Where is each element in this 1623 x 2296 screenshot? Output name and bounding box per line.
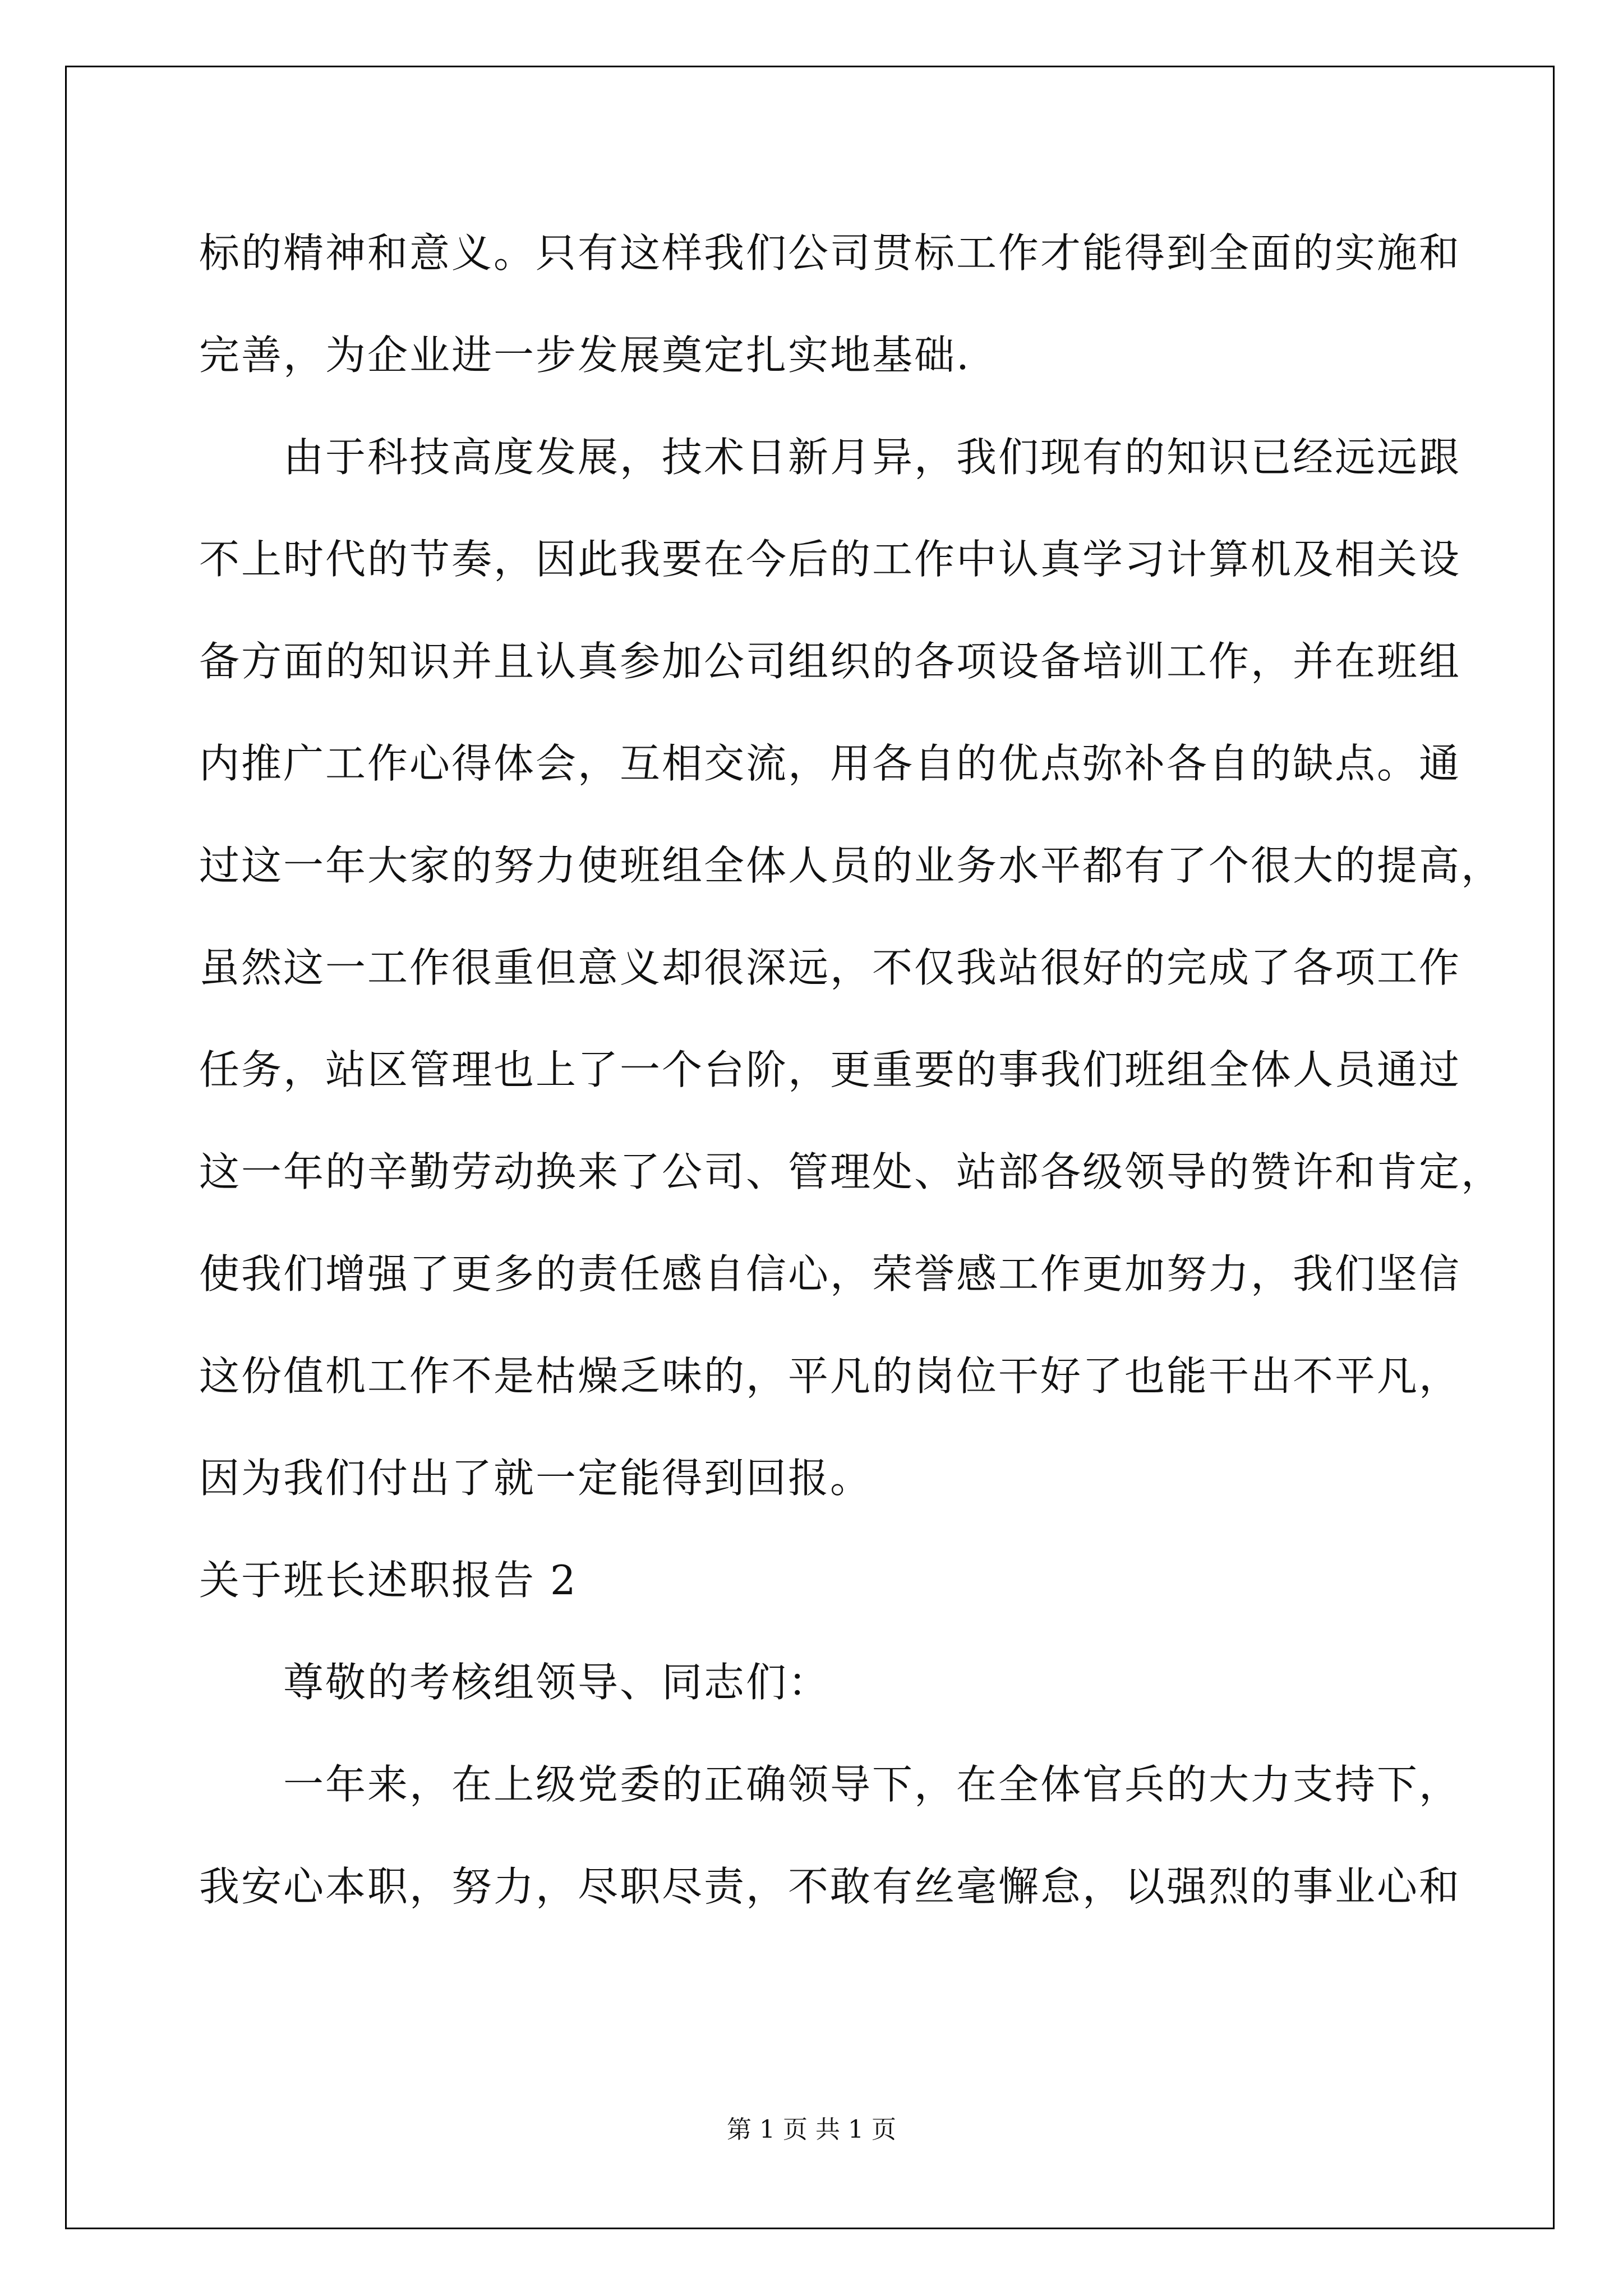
- salutation: 尊敬的考核组领导、同志们：: [283, 1659, 831, 1706]
- section-heading: 关于班长述职报告 2: [199, 1557, 578, 1604]
- paragraph-line: 不上时代的节奏，因此我要在今后的工作中认真学习计算机及相关设: [199, 536, 1461, 583]
- paragraph-line: 标的精神和意义。只有这样我们公司贯标工作才能得到全面的实施和: [199, 229, 1461, 277]
- page-footer: 第 1 页 共 1 页: [727, 2115, 896, 2144]
- paragraph-line: 这一年的辛勤劳动换来了公司、管理处、站部各级领导的赞许和肯定，: [199, 1148, 1504, 1195]
- paragraph-line: 因为我们付出了就一定能得到回报。: [199, 1455, 873, 1502]
- paragraph-line: 一年来，在上级党委的正确领导下，在全体官兵的大力支持下，: [283, 1761, 1461, 1808]
- document-body: [199, 202, 1504, 1938]
- paragraph-line: 虽然这一工作很重但意义却很深远，不仅我站很好的完成了各项工作: [199, 944, 1461, 991]
- paragraph-line: 内推广工作心得体会，互相交流，用各自的优点弥补各自的缺点。通: [199, 740, 1461, 787]
- paragraph-line: 我安心本职，努力，尽职尽责，不敢有丝毫懈怠，以强烈的事业心和: [199, 1863, 1461, 1910]
- paragraph-line: 由于科技高度发展，技术日新月异，我们现有的知识已经远远跟: [283, 434, 1461, 481]
- paragraph-line: 过这一年大家的努力使班组全体人员的业务水平都有了个很大的提高，: [199, 842, 1504, 889]
- paragraph-line: 备方面的知识并且认真参加公司组织的各项设备培训工作，并在班组: [199, 638, 1461, 685]
- paragraph-line: 这份值机工作不是枯燥乏味的，平凡的岗位干好了也能干出不平凡，: [199, 1352, 1461, 1400]
- paragraph-line: 完善，为企业进一步发展奠定扎实地基础.: [199, 332, 971, 379]
- paragraph-line: 使我们增强了更多的责任感自信心，荣誉感工作更加努力，我们坚信: [199, 1250, 1461, 1297]
- paragraph-line: 任务，站区管理也上了一个台阶，更重要的事我们班组全体人员通过: [199, 1046, 1461, 1093]
